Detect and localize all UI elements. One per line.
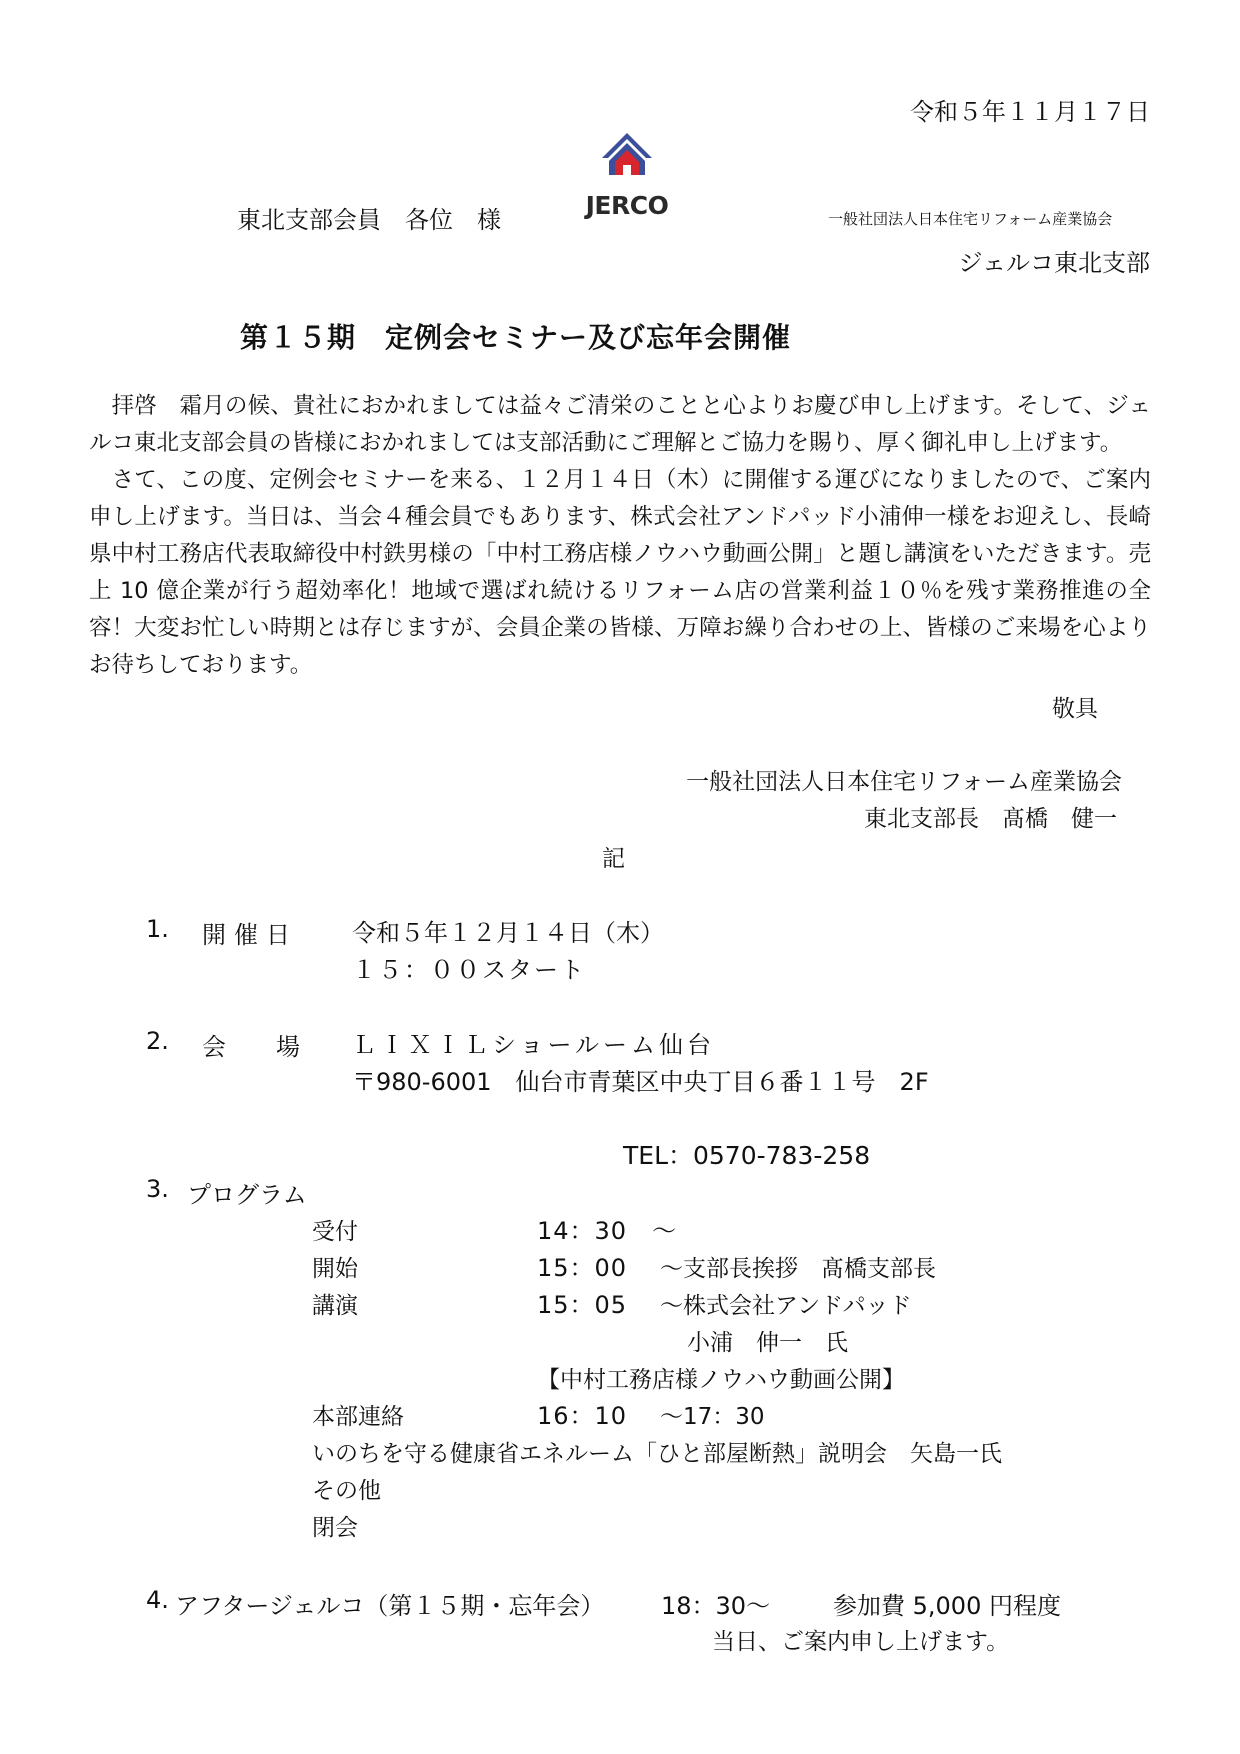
program-opening-time: 15：00	[537, 1254, 628, 1282]
page-title: 第１５期 定例会セミナー及び忘年会開催	[240, 321, 792, 354]
section-3-label: プログラム	[187, 1181, 307, 1209]
jerco-logo	[582, 131, 672, 227]
program-reception-time: 14：30 ～	[537, 1217, 678, 1245]
program-hq-label: 本部連絡	[312, 1404, 404, 1430]
section-1-number: 1.	[146, 915, 169, 943]
program-lecture-label: 講演	[312, 1293, 358, 1319]
recipient-line: 東北支部会員 各位 様	[237, 206, 501, 234]
program-energy-seminar: いのちを守る健康省エネルーム「ひと部屋断熱」説明会 矢島一氏	[312, 1441, 1002, 1467]
event-start-time: １５：００スタート	[352, 956, 586, 984]
venue-address: 〒980-6001 仙台市青葉区中央丁目６番１１号 2F	[352, 1068, 929, 1096]
closing-keigu: 敬具	[1052, 696, 1098, 722]
organization-name-small: 一般社団法人日本住宅リフォーム産業協会	[828, 210, 1113, 228]
signature-name: 東北支部長 髙橋 健一	[864, 806, 1117, 832]
program-lecture-title: 【中村工務店様ノウハウ動画公開】	[537, 1367, 905, 1393]
body-paragraph-2: さて、この度、定例会セミナーを来る、１２月１４日（木）に開催する運びになりましたので、ご案内申し上げます。当日は、当会４種会員でもあります、株式会社アンドパッド小浦伸一様をお迎えし、長崎県中村工務店代表取締役中村鉄男様の「中村工務店様ノウハウ動画公開」と題し講演をいただきます。売上 10 億企業が行う超効率化！地域で選ばれ続けるリフォーム店の営業利益１０％を残す業務推進の全容！大変お忙しい時期とは存じますが、会員企業の皆様、万障お繰り合わせの上、皆様のご来場を心よりお待ちしております。	[89, 467, 1151, 678]
party-fee: 参加費 5,000 円程度	[833, 1592, 1061, 1620]
section-4-label: アフタージェルコ（第１５期・忘年会）	[175, 1592, 605, 1620]
program-lecture-speaker: 小浦 伸一 氏	[687, 1330, 848, 1356]
program-lecture-time: 15：05	[537, 1291, 628, 1319]
party-time: 18：30～	[661, 1592, 771, 1620]
section-4-number: 4.	[146, 1586, 169, 1614]
section-2-label-a: 会	[202, 1033, 226, 1061]
logo-wordmark: JERCO	[585, 191, 669, 220]
body-paragraph-1: 拝啓 霜月の候、貴社におかれましては益々ご清栄のことと心よりお慶び申し上げます。そして、ジェルコ東北支部会員の皆様におかれましては支部活動にご理解とご協力を賜り、厚く御礼申し上げます。	[89, 393, 1151, 456]
document-date: 令和５年１１月１７日	[910, 98, 1150, 126]
program-opening-desc: ～支部長挨拶 髙橋支部長	[660, 1256, 936, 1282]
venue-tel: TEL：0570-783-258	[623, 1141, 871, 1170]
ki-heading: 記	[602, 846, 625, 872]
program-hq-time: 16：10	[537, 1402, 628, 1430]
body-text	[89, 388, 1151, 684]
section-3-number: 3.	[146, 1175, 169, 1203]
signature-organization: 一般社団法人日本住宅リフォーム産業協会	[686, 769, 1122, 795]
section-2-number: 2.	[146, 1027, 169, 1055]
party-note: 当日、ご案内申し上げます。	[712, 1629, 1010, 1655]
program-closing: 閉会	[312, 1515, 358, 1541]
program-lecture-desc: ～株式会社アンドパッド	[660, 1293, 912, 1319]
venue-name: ＬＩＸＩＬショールーム仙台	[352, 1031, 716, 1059]
section-2-label-b: 場	[276, 1033, 300, 1061]
house-logo-icon	[600, 131, 654, 193]
program-opening-label: 開始	[312, 1256, 358, 1282]
event-date: 令和５年１２月１４日（木）	[352, 919, 664, 947]
section-1-label: 開催日	[202, 921, 298, 949]
branch-name: ジェルコ東北支部	[958, 249, 1150, 277]
program-hq-desc: ～17：30	[660, 1404, 765, 1430]
program-other: その他	[312, 1478, 381, 1504]
program-reception-label: 受付	[312, 1219, 358, 1245]
